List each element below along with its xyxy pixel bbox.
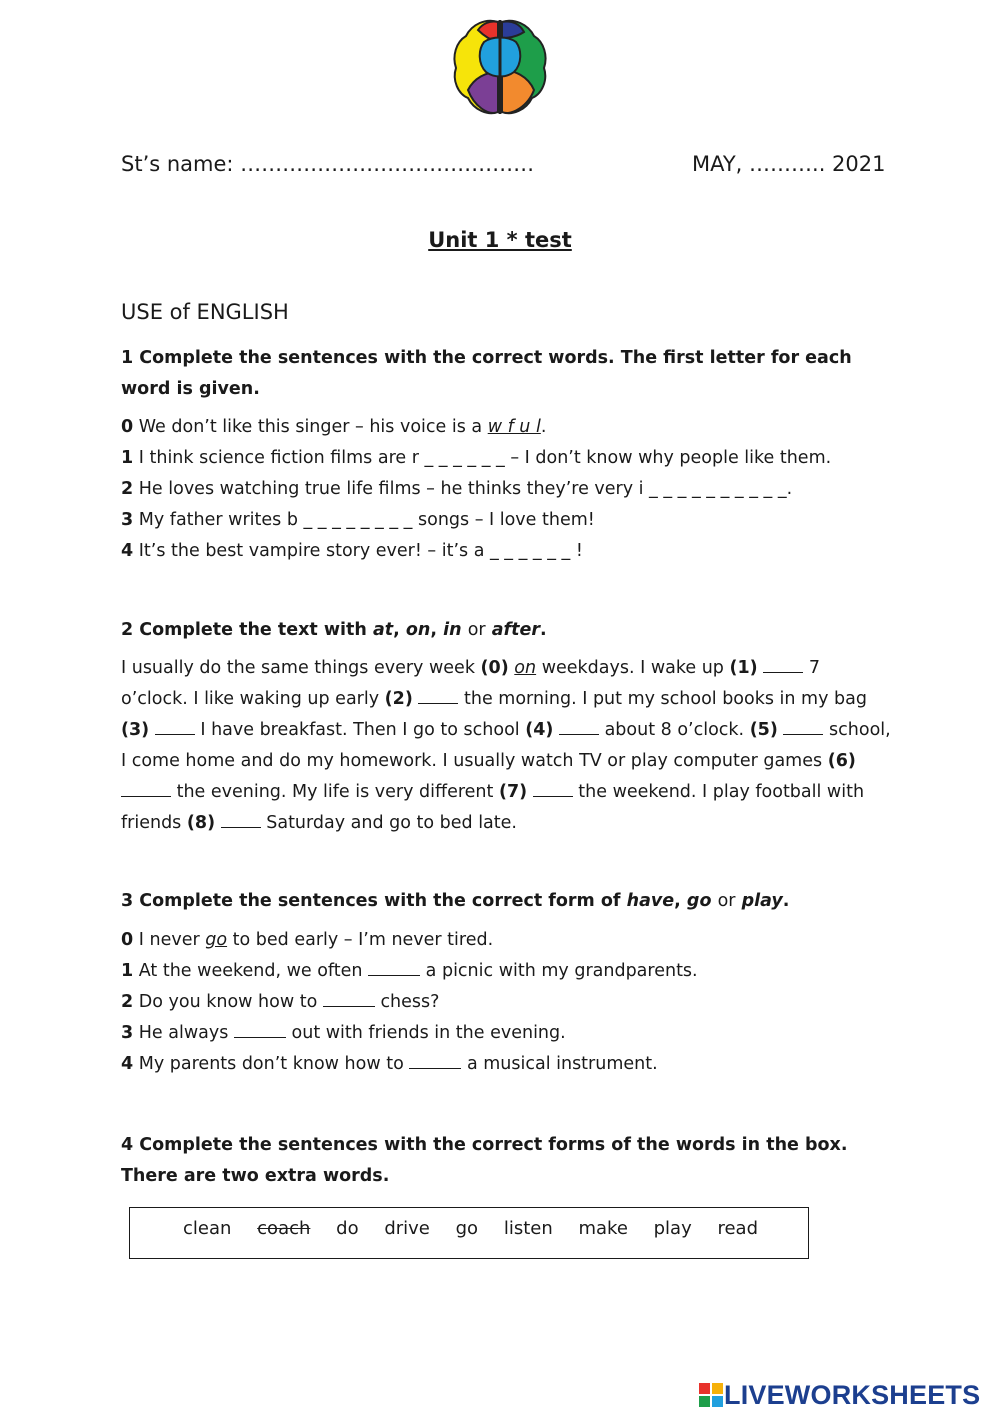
box-word: clean [183,1218,232,1239]
line-text: At the weekend, we often [138,961,363,981]
line-text: My parents don’t know how to [138,1054,404,1074]
line-text: to bed early – I’m never tired. [232,930,494,950]
section-heading: USE of ENGLISH [121,300,289,324]
line-text: I never [138,930,200,950]
text-segment: the morning. I put my school books in my bag [464,689,867,709]
line-text: chess? [380,992,440,1012]
text-segment: 7 o’clock. I like waking up early [121,658,820,709]
conjunction: or [467,620,486,640]
ex1-instruction: 1 Complete the sentences with the correct words. The first letter for each word is given. [121,348,852,399]
liveworksheets-logo-icon [698,1382,724,1408]
line-text: I think science fiction films are r _ _ _ _ _ _ – I don’t know why people like them. [138,448,832,468]
text-segment: I usually do the same things every week [121,658,475,678]
ex1-line-1[interactable] [121,443,831,474]
ex3-line-1 [121,956,698,987]
gap-blank[interactable] [559,733,599,735]
ex1-line-3[interactable] [121,505,595,536]
period: . [539,620,547,640]
gap-number: (4) [525,720,554,740]
gap-blank[interactable] [533,795,573,797]
box-word: listen [503,1218,553,1239]
gap-blank[interactable] [323,1005,375,1007]
gap-blank[interactable] [409,1067,461,1069]
brand-text: LIVEWORKSHEETS [724,1379,981,1410]
line-number: 3 [121,1023,134,1043]
separator: , [430,620,438,640]
line-number: 4 [121,1054,134,1074]
box-word: drive [384,1218,430,1239]
gap-blank[interactable] [763,671,803,673]
line-number: 2 [121,992,134,1012]
gap-number: (1) [729,658,758,678]
separator: , [393,620,400,640]
line-number: 0 [121,417,134,437]
line-text: It’s the best vampire story ever! – it’s a _ _ _ _ _ _ ! [138,541,583,561]
gap-blank[interactable] [783,733,823,735]
word-play: play [741,891,783,911]
box-word: make [578,1218,628,1239]
line-number: 2 [121,479,134,499]
gap-number: (3) [121,720,150,740]
ex3-line-2 [121,987,439,1018]
line-number: 1 [121,961,134,981]
gap-blank[interactable] [368,974,420,976]
line-tail: . [540,417,547,437]
gap-number: (0) [480,658,509,678]
line-text: My father writes b _ _ _ _ _ _ _ _ songs – I love them! [138,510,595,530]
ex4-instruction: 4 Complete the sentences with the correct forms of the words in the box. There are two extra words. [121,1135,848,1186]
line-text: a musical instrument. [466,1054,658,1074]
brain-logo-icon [448,14,552,118]
line-number: 4 [121,541,134,561]
ex2-instruction [121,615,891,646]
ex1-line-2[interactable] [121,474,792,505]
text-segment: Saturday and go to bed late. [266,813,517,833]
text-segment: I have breakfast. Then I go to school [200,720,520,740]
example-answer: w f u l [487,417,541,437]
separator: , [674,891,681,911]
word-on: on [405,620,431,640]
gap-number: (8) [186,813,216,833]
ex2-text [121,653,891,839]
ex1-line-4[interactable] [121,536,583,567]
gap-blank[interactable] [121,795,171,797]
gap-blank[interactable] [418,702,458,704]
liveworksheets-brand[interactable] [698,1378,980,1412]
instruction-text: 2 Complete the text with [121,620,367,640]
gap-number: (7) [498,782,528,802]
line-text: Do you know how to [138,992,318,1012]
example-answer: go [205,930,228,950]
gap-blank[interactable] [155,733,195,735]
word-after: after [491,620,540,640]
page-title: Unit 1 * test [428,228,572,252]
instruction-text: 3 Complete the sentences with the correct form of [121,891,621,911]
word-at: at [372,620,394,640]
box-word: read [717,1218,759,1239]
gap-number: (6) [827,751,856,771]
line-text: He always [138,1023,229,1043]
word-go: go [686,891,712,911]
box-word: play [653,1218,692,1239]
word-have: have [626,891,675,911]
conjunction: or [717,891,736,911]
word-box [129,1207,809,1259]
line-text: a picnic with my grandparents. [425,961,698,981]
word-in: in [443,620,462,640]
gap-number: (2) [384,689,413,709]
text-segment: about 8 o’clock. [604,720,745,740]
ex1-line-0 [121,412,546,443]
date-field: MAY, ……….. 2021 [692,152,886,176]
ex3-line-0 [121,925,493,956]
line-number: 0 [121,930,134,950]
student-name-field: St’s name: …………………………………… [121,152,535,176]
ex3-instruction [121,886,891,917]
line-text: out with friends in the evening. [291,1023,566,1043]
text-segment: the evening. My life is very different [176,782,494,802]
gap-blank[interactable] [221,826,261,828]
gap-number: (5) [749,720,778,740]
box-word: go [455,1218,479,1239]
text-segment: weekdays. I wake up [541,658,724,678]
line-text: We don’t like this singer – his voice is a [138,417,483,437]
box-word-crossed: coach [257,1218,311,1239]
period: . [782,891,790,911]
example-answer: on [514,658,537,678]
ex3-line-3 [121,1018,566,1049]
line-number: 3 [121,510,134,530]
text-segment: the weekend. I play football with friends [121,782,865,833]
line-number: 1 [121,448,134,468]
ex3-line-4 [121,1049,658,1080]
box-word: do [336,1218,359,1239]
line-text: He loves watching true life films – he thinks they’re very i _ _ _ _ _ _ _ _ _ _. [138,479,793,499]
text-segment: school, I come home and do my homework. I usually watch TV or play computer games [121,720,891,771]
gap-blank[interactable] [234,1036,286,1038]
